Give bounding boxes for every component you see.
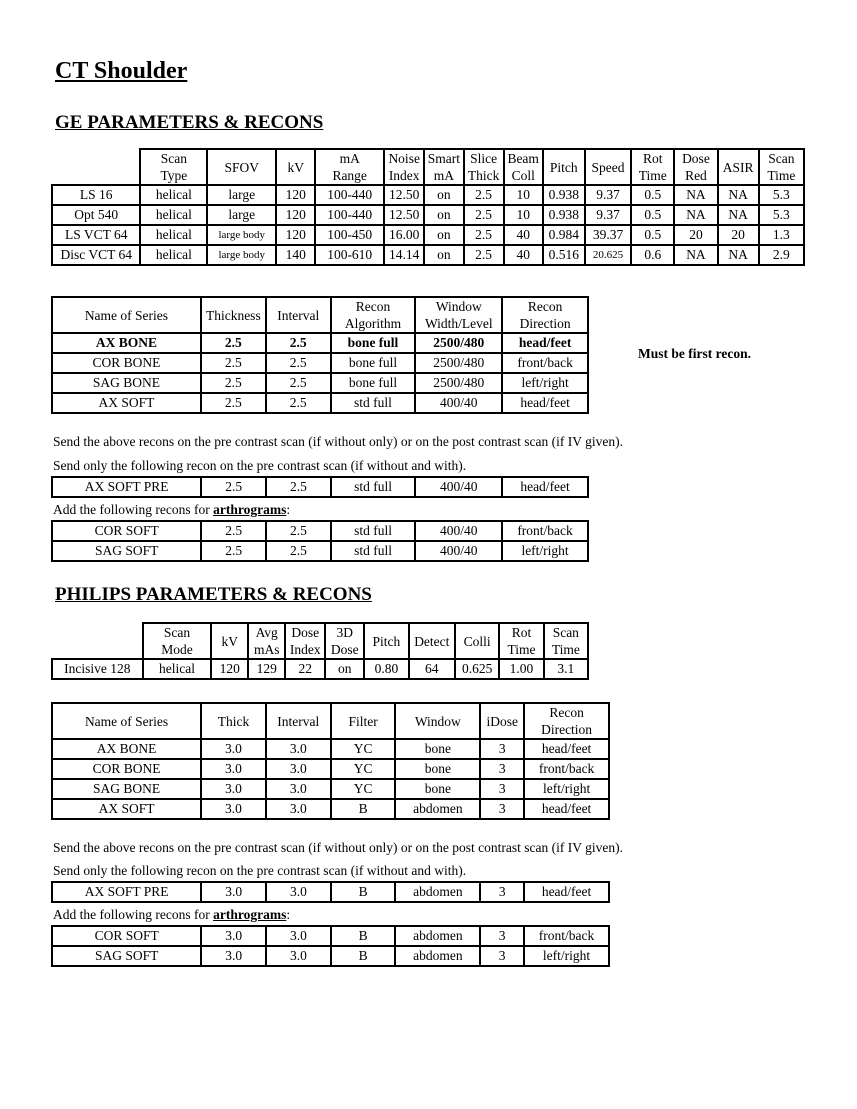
cell: bone full xyxy=(331,373,416,393)
table-row xyxy=(52,739,609,759)
header-cell: Pitch xyxy=(543,149,585,185)
header-cell: Pitch xyxy=(364,623,408,659)
philips-recon-header-row xyxy=(52,703,609,739)
table-row xyxy=(52,245,804,265)
cell: head/feet xyxy=(502,333,588,353)
cell: left/right xyxy=(502,541,588,561)
table-row xyxy=(52,205,804,225)
cell: 2.5 xyxy=(201,541,266,561)
first-recon-note: Must be first recon. xyxy=(638,346,751,361)
corner-cell xyxy=(52,623,143,659)
cell: 100-440 xyxy=(315,205,384,225)
cell: 0.625 xyxy=(455,659,499,679)
cell: NA xyxy=(674,185,717,205)
table-row xyxy=(52,373,588,393)
cell: COR SOFT xyxy=(52,926,201,946)
table-row xyxy=(52,659,588,679)
cell: helical xyxy=(143,659,212,679)
cell: 20 xyxy=(674,225,717,245)
cell: 400/40 xyxy=(415,541,502,561)
cell: 3.0 xyxy=(266,926,331,946)
cell: 0.5 xyxy=(631,185,674,205)
cell: front/back xyxy=(502,353,588,373)
cell: helical xyxy=(140,205,207,225)
cell: SAG SOFT xyxy=(52,946,201,966)
cell: Disc VCT 64 xyxy=(52,245,140,265)
header-cell: Window Width/Level xyxy=(415,297,502,333)
cell: 129 xyxy=(248,659,285,679)
header-cell: kV xyxy=(211,623,248,659)
cell: 2.5 xyxy=(464,205,504,225)
cell: SAG SOFT xyxy=(52,541,201,561)
cell: on xyxy=(424,205,463,225)
ge-recon-header-row xyxy=(52,297,588,333)
cell: std full xyxy=(331,477,416,497)
cell: 2.5 xyxy=(266,521,331,541)
cell: AX SOFT xyxy=(52,393,201,413)
cell: 3 xyxy=(480,739,524,759)
header-cell: ASIR xyxy=(718,149,759,185)
header-cell: Recon Direction xyxy=(502,297,588,333)
cell: abdomen xyxy=(395,926,480,946)
cell: 64 xyxy=(409,659,455,679)
cell: on xyxy=(325,659,364,679)
cell: AX SOFT PRE xyxy=(52,882,201,902)
table-row xyxy=(52,185,804,205)
cell: 2.5 xyxy=(201,477,266,497)
cell: 100-610 xyxy=(315,245,384,265)
cell: 22 xyxy=(285,659,325,679)
table-row xyxy=(52,353,588,373)
cell: 3.0 xyxy=(201,759,266,779)
header-cell: Name of Series xyxy=(52,297,201,333)
header-cell: kV xyxy=(276,149,315,185)
table-row xyxy=(52,882,609,902)
table-row xyxy=(52,759,609,779)
header-cell: SFOV xyxy=(207,149,276,185)
cell: abdomen xyxy=(395,799,480,819)
header-cell: Noise Index xyxy=(384,149,424,185)
cell: helical xyxy=(140,185,207,205)
cell: 0.516 xyxy=(543,245,585,265)
cell: helical xyxy=(140,225,207,245)
cell: 3.0 xyxy=(201,882,266,902)
cell: 2500/480 xyxy=(415,353,502,373)
cell: abdomen xyxy=(395,882,480,902)
cell: B xyxy=(331,882,396,902)
corner-cell xyxy=(52,149,140,185)
cell: 2.5 xyxy=(266,373,331,393)
cell: 3.0 xyxy=(266,882,331,902)
cell: 40 xyxy=(504,245,543,265)
cell: 3.0 xyxy=(266,759,331,779)
cell: 400/40 xyxy=(415,393,502,413)
table-row xyxy=(52,541,588,561)
philips-params-table xyxy=(51,622,589,680)
cell: AX BONE xyxy=(52,739,201,759)
cell: head/feet xyxy=(524,799,609,819)
cell: 3.0 xyxy=(201,739,266,759)
cell: B xyxy=(331,799,396,819)
cell: 3 xyxy=(480,882,524,902)
header-cell: mA Range xyxy=(315,149,384,185)
cell: 120 xyxy=(211,659,248,679)
header-cell: Avg mAs xyxy=(248,623,285,659)
header-cell: Beam Coll xyxy=(504,149,543,185)
cell: 120 xyxy=(276,185,315,205)
cell: std full xyxy=(331,393,416,413)
cell: 140 xyxy=(276,245,315,265)
ge-note-arthrograms: Add the following recons for arthrograms: xyxy=(53,502,291,517)
cell: front/back xyxy=(524,926,609,946)
philips-note-send-above: Send the above recons on the pre contrast scan (if without only) or on the post contrast scan (if IV given). xyxy=(53,840,623,855)
header-cell: Recon Direction xyxy=(524,703,609,739)
table-row xyxy=(52,521,588,541)
header-cell: Window xyxy=(395,703,480,739)
cell: SAG BONE xyxy=(52,373,201,393)
cell: YC xyxy=(331,759,396,779)
cell: 5.3 xyxy=(759,185,804,205)
header-cell: Recon Algorithm xyxy=(331,297,416,333)
cell: 3.0 xyxy=(266,739,331,759)
philips-arthro-table xyxy=(51,925,610,967)
header-cell: Dose Index xyxy=(285,623,325,659)
cell: 3.0 xyxy=(201,946,266,966)
cell: std full xyxy=(331,541,416,561)
cell: 2.5 xyxy=(201,353,266,373)
header-cell: iDose xyxy=(480,703,524,739)
cell: B xyxy=(331,926,396,946)
cell: 3.0 xyxy=(266,779,331,799)
cell: 20.625 xyxy=(585,245,631,265)
cell: 120 xyxy=(276,205,315,225)
cell: large body xyxy=(207,245,276,265)
cell: 100-440 xyxy=(315,185,384,205)
cell: 0.938 xyxy=(543,185,585,205)
cell: 3 xyxy=(480,779,524,799)
cell: YC xyxy=(331,779,396,799)
cell: Incisive 128 xyxy=(52,659,143,679)
philips-note-send-pre: Send only the following recon on the pre contrast scan (if without and with). xyxy=(53,863,467,878)
cell: 2500/480 xyxy=(415,333,502,353)
cell: head/feet xyxy=(524,739,609,759)
cell: 2.5 xyxy=(201,333,266,353)
cell: on xyxy=(424,245,463,265)
philips-heading: PHILIPS PARAMETERS & RECONS xyxy=(55,584,372,605)
cell: 2.5 xyxy=(266,393,331,413)
cell: 2.5 xyxy=(201,393,266,413)
header-cell: Rot Time xyxy=(499,623,543,659)
cell: 2.5 xyxy=(266,333,331,353)
cell: 400/40 xyxy=(415,477,502,497)
header-cell: Rot Time xyxy=(631,149,674,185)
cell: 10 xyxy=(504,185,543,205)
cell: NA xyxy=(718,185,759,205)
page-title: CT Shoulder xyxy=(55,58,188,84)
cell: 3.0 xyxy=(201,779,266,799)
cell: 0.938 xyxy=(543,205,585,225)
cell: 3.0 xyxy=(201,799,266,819)
cell: NA xyxy=(674,245,717,265)
cell: bone full xyxy=(331,353,416,373)
cell: abdomen xyxy=(395,946,480,966)
cell: bone xyxy=(395,779,480,799)
header-cell: Name of Series xyxy=(52,703,201,739)
cell: std full xyxy=(331,521,416,541)
cell: 120 xyxy=(276,225,315,245)
cell: 1.00 xyxy=(499,659,543,679)
header-cell: Filter xyxy=(331,703,396,739)
philips-pre-table xyxy=(51,881,610,903)
table-row xyxy=(52,333,588,353)
cell: 10 xyxy=(504,205,543,225)
ge-heading: GE PARAMETERS & RECONS xyxy=(55,112,324,133)
cell: 0.5 xyxy=(631,225,674,245)
table-row xyxy=(52,225,804,245)
cell: 5.3 xyxy=(759,205,804,225)
cell: 16.00 xyxy=(384,225,424,245)
header-cell: Smart mA xyxy=(424,149,463,185)
ge-params-table xyxy=(51,148,805,266)
cell: head/feet xyxy=(524,882,609,902)
cell: 2.5 xyxy=(266,477,331,497)
cell: 2.5 xyxy=(266,541,331,561)
cell: 0.984 xyxy=(543,225,585,245)
cell: 3 xyxy=(480,926,524,946)
cell: 2.9 xyxy=(759,245,804,265)
cell: 2.5 xyxy=(266,353,331,373)
ge-note-send-pre: Send only the following recon on the pre contrast scan (if without and with). xyxy=(53,458,467,473)
cell: 2.5 xyxy=(201,521,266,541)
ge-params-header-row xyxy=(52,149,804,185)
cell: 20 xyxy=(718,225,759,245)
header-cell: Thick xyxy=(201,703,266,739)
cell: bone xyxy=(395,739,480,759)
cell: NA xyxy=(718,245,759,265)
table-row xyxy=(52,393,588,413)
header-cell: Scan Time xyxy=(759,149,804,185)
cell: left/right xyxy=(524,946,609,966)
cell: 1.3 xyxy=(759,225,804,245)
cell: 3.0 xyxy=(266,799,331,819)
cell: 12.50 xyxy=(384,185,424,205)
cell: SAG BONE xyxy=(52,779,201,799)
cell: 3.1 xyxy=(544,659,588,679)
ge-note-send-above: Send the above recons on the pre contrast scan (if without only) or on the post contrast scan (if IV given). xyxy=(53,434,623,449)
cell: 2500/480 xyxy=(415,373,502,393)
cell: 3 xyxy=(480,799,524,819)
cell: 3 xyxy=(480,759,524,779)
table-row xyxy=(52,779,609,799)
cell: B xyxy=(331,946,396,966)
philips-recon-table xyxy=(51,702,610,820)
header-cell: Slice Thick xyxy=(464,149,504,185)
cell: 14.14 xyxy=(384,245,424,265)
header-cell: Detect xyxy=(409,623,455,659)
cell: 39.37 xyxy=(585,225,631,245)
cell: 40 xyxy=(504,225,543,245)
cell: large xyxy=(207,205,276,225)
header-cell: Thickness xyxy=(201,297,266,333)
cell: 0.6 xyxy=(631,245,674,265)
cell: on xyxy=(424,185,463,205)
ge-pre-table xyxy=(51,476,589,498)
cell: bone full xyxy=(331,333,416,353)
header-cell: Dose Red xyxy=(674,149,717,185)
ge-recon-table xyxy=(51,296,589,414)
header-cell: Scan Mode xyxy=(143,623,212,659)
table-row xyxy=(52,946,609,966)
cell: LS VCT 64 xyxy=(52,225,140,245)
cell: 9.37 xyxy=(585,205,631,225)
cell: AX BONE xyxy=(52,333,201,353)
cell: on xyxy=(424,225,463,245)
cell: 2.5 xyxy=(464,225,504,245)
cell: COR BONE xyxy=(52,759,201,779)
cell: 2.5 xyxy=(201,373,266,393)
cell: helical xyxy=(140,245,207,265)
table-row xyxy=(52,477,588,497)
cell: COR SOFT xyxy=(52,521,201,541)
cell: AX SOFT xyxy=(52,799,201,819)
cell: front/back xyxy=(502,521,588,541)
cell: 0.5 xyxy=(631,205,674,225)
cell: 12.50 xyxy=(384,205,424,225)
cell: 2.5 xyxy=(464,185,504,205)
header-cell: Scan Type xyxy=(140,149,207,185)
cell: left/right xyxy=(502,373,588,393)
cell: YC xyxy=(331,739,396,759)
cell: large xyxy=(207,185,276,205)
header-cell: Colli xyxy=(455,623,499,659)
header-cell: Interval xyxy=(266,297,331,333)
cell: 400/40 xyxy=(415,521,502,541)
header-cell: Speed xyxy=(585,149,631,185)
ge-arthro-table xyxy=(51,520,589,562)
cell: NA xyxy=(718,205,759,225)
cell: 3.0 xyxy=(201,926,266,946)
cell: large body xyxy=(207,225,276,245)
cell: Opt 540 xyxy=(52,205,140,225)
cell: front/back xyxy=(524,759,609,779)
cell: 2.5 xyxy=(464,245,504,265)
cell: 3.0 xyxy=(266,946,331,966)
cell: COR BONE xyxy=(52,353,201,373)
cell: 3 xyxy=(480,946,524,966)
cell: LS 16 xyxy=(52,185,140,205)
table-row xyxy=(52,926,609,946)
header-cell: Interval xyxy=(266,703,331,739)
cell: 100-450 xyxy=(315,225,384,245)
cell: 9.37 xyxy=(585,185,631,205)
cell: bone xyxy=(395,759,480,779)
cell: head/feet xyxy=(502,477,588,497)
philips-note-arthrograms: Add the following recons for arthrograms: xyxy=(53,907,291,922)
cell: AX SOFT PRE xyxy=(52,477,201,497)
cell: left/right xyxy=(524,779,609,799)
header-cell: Scan Time xyxy=(544,623,588,659)
philips-params-header-row xyxy=(52,623,588,659)
cell: head/feet xyxy=(502,393,588,413)
cell: NA xyxy=(674,205,717,225)
cell: 0.80 xyxy=(364,659,408,679)
table-row xyxy=(52,799,609,819)
header-cell: 3D Dose xyxy=(325,623,364,659)
